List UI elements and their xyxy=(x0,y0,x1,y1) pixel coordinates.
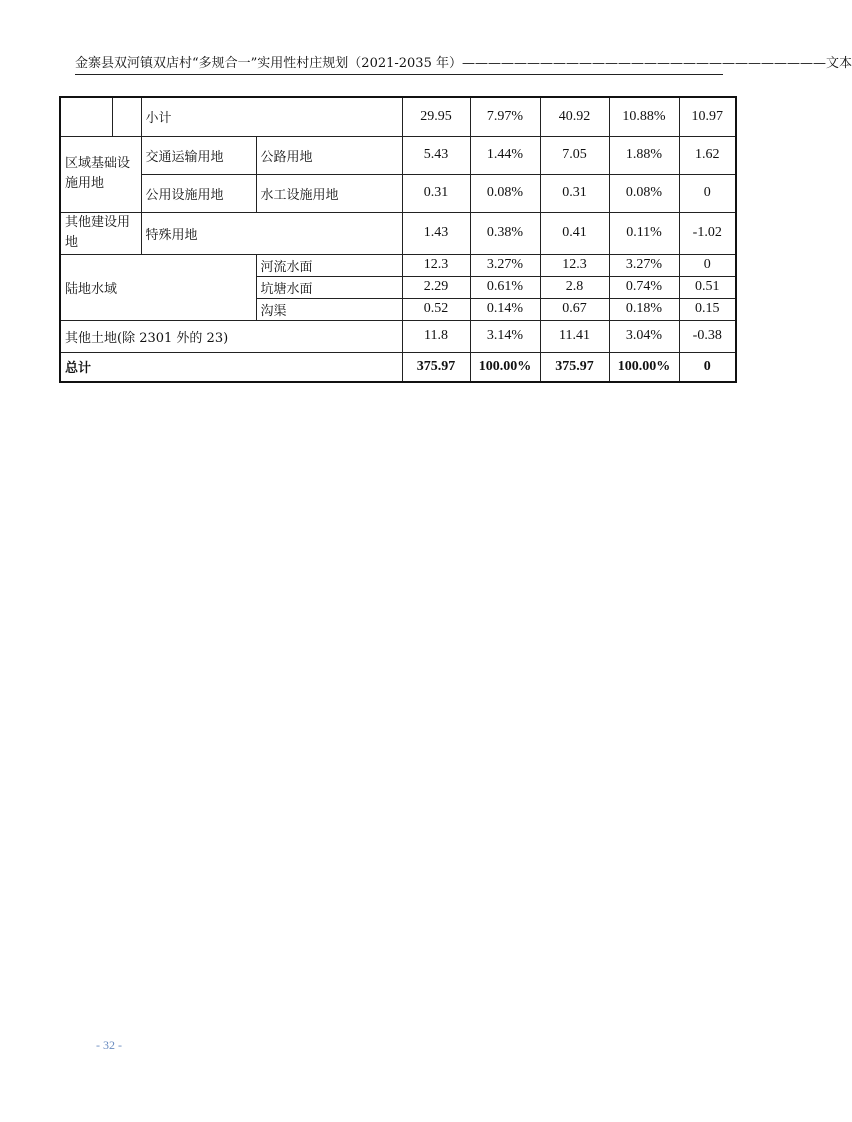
page-header: 金寨县双河镇双店村“多规合一”实用性村庄规划（2021-2035 年）————————————————————————————文本 xyxy=(75,56,852,71)
cell-value: 11.8 xyxy=(402,320,470,352)
cell-value: 0.15 xyxy=(679,298,736,320)
cell-value: 0.31 xyxy=(402,174,470,212)
cell-value: 11.41 xyxy=(540,320,609,352)
subcategory-label: 公用设施用地 xyxy=(141,174,256,212)
category-label: 陆地水域 xyxy=(60,254,256,320)
cell-value: 5.43 xyxy=(402,136,470,174)
land-use-table xyxy=(59,96,737,383)
cell-value: 0 xyxy=(679,254,736,276)
row-label: 其他土地(除 2301 外的 23) xyxy=(60,320,402,352)
table-row-total xyxy=(60,352,736,382)
cell-value: 0.31 xyxy=(540,174,609,212)
cell-value: 10.97 xyxy=(679,97,736,136)
category-label: 其他建设用地 xyxy=(60,212,141,254)
item-label: 河流水面 xyxy=(256,254,402,276)
cell-value: 0.51 xyxy=(679,276,736,298)
cell-value: 0.41 xyxy=(540,212,609,254)
row-label: 总计 xyxy=(60,352,402,382)
cell-value: 3.04% xyxy=(609,320,679,352)
cell-value: 2.29 xyxy=(402,276,470,298)
empty-cell xyxy=(112,97,141,136)
item-label: 公路用地 xyxy=(256,136,402,174)
cell-value: 100.00% xyxy=(470,352,540,382)
table-row-subtotal xyxy=(60,97,736,136)
table-row-transport xyxy=(60,136,736,174)
table-row-utility xyxy=(60,174,736,212)
cell-value: 1.43 xyxy=(402,212,470,254)
cell-value: 3.14% xyxy=(470,320,540,352)
cell-value: -1.02 xyxy=(679,212,736,254)
cell-value: 2.8 xyxy=(540,276,609,298)
cell-value: 375.97 xyxy=(540,352,609,382)
item-label: 坑塘水面 xyxy=(256,276,402,298)
cell-value: 0.08% xyxy=(609,174,679,212)
table-row-special xyxy=(60,212,736,254)
cell-value: 0.61% xyxy=(470,276,540,298)
item-label: 水工设施用地 xyxy=(256,174,402,212)
cell-value: 0.67 xyxy=(540,298,609,320)
cell-value: 375.97 xyxy=(402,352,470,382)
empty-cell xyxy=(60,97,112,136)
cell-value: 40.92 xyxy=(540,97,609,136)
cell-value: 7.05 xyxy=(540,136,609,174)
cell-value: 0.14% xyxy=(470,298,540,320)
cell-value: 0 xyxy=(679,352,736,382)
subcategory-label: 交通运输用地 xyxy=(141,136,256,174)
cell-value: 0 xyxy=(679,174,736,212)
cell-value: 12.3 xyxy=(402,254,470,276)
page-number: - 32 - xyxy=(96,1038,122,1052)
cell-value: 0.08% xyxy=(470,174,540,212)
cell-value: 29.95 xyxy=(402,97,470,136)
cell-value: 0.18% xyxy=(609,298,679,320)
cell-value: 10.88% xyxy=(609,97,679,136)
cell-value: 0.52 xyxy=(402,298,470,320)
cell-value: 0.38% xyxy=(470,212,540,254)
header-rule xyxy=(75,74,723,75)
cell-value: 3.27% xyxy=(470,254,540,276)
cell-value: 100.00% xyxy=(609,352,679,382)
item-label: 沟渠 xyxy=(256,298,402,320)
item-label: 特殊用地 xyxy=(141,212,402,254)
cell-value: 1.88% xyxy=(609,136,679,174)
cell-value: 12.3 xyxy=(540,254,609,276)
cell-value: 1.44% xyxy=(470,136,540,174)
cell-value: 1.62 xyxy=(679,136,736,174)
cell-value: -0.38 xyxy=(679,320,736,352)
cell-value: 0.74% xyxy=(609,276,679,298)
row-label: 小计 xyxy=(141,97,402,136)
cell-value: 0.11% xyxy=(609,212,679,254)
table-row-river xyxy=(60,254,736,276)
cell-value: 3.27% xyxy=(609,254,679,276)
cell-value: 7.97% xyxy=(470,97,540,136)
table-row-other-land xyxy=(60,320,736,352)
category-label: 区域基础设施用地 xyxy=(60,136,141,212)
